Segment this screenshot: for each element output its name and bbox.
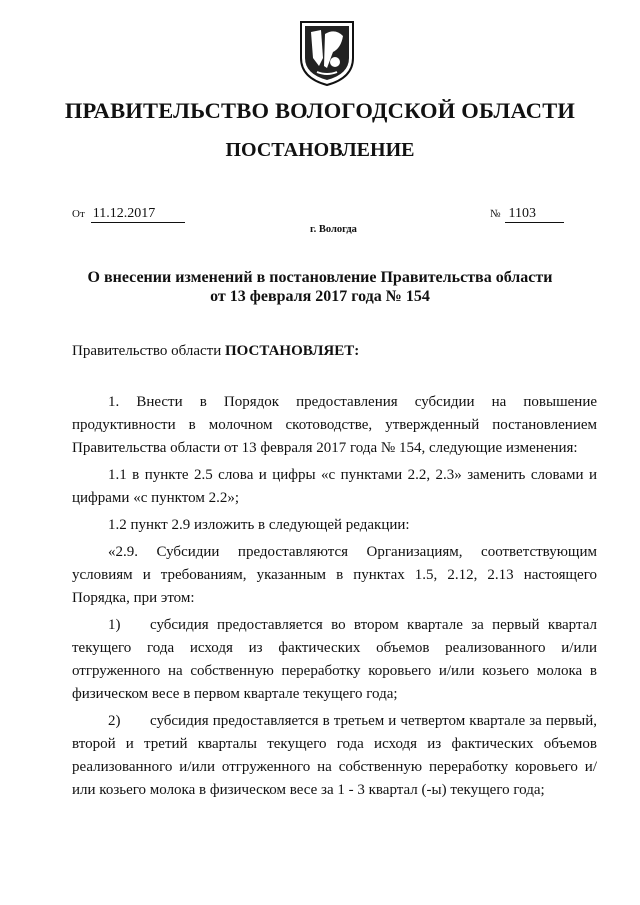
preamble-resolves: ПОСТАНОВЛЯЕТ: (224, 343, 360, 359)
list-item-1 (72, 614, 597, 706)
list-item-2-text: субсидия предоставляется в третьем и четвертом квартале за первый, второй и третий кварталы текущего года исходя из фактических объемов реализованного и/или отгруженного на собственную переработку коровьего и/или козьего молока в физическом весе за 1 - 3 квартал (-ы) текущего года; (72, 713, 597, 798)
preamble-prefix: Правительство области (72, 343, 222, 359)
date-value: 11.12.2017 (91, 206, 185, 223)
list-item-2-number: 2) (108, 713, 121, 729)
paragraph-1-1: 1.1 в пункте 2.5 слова и цифры «с пунктами 2.2, 2.3» заменить словами и цифрами «с пунктом 2.2»; (72, 467, 597, 506)
list-item-1-text: субсидия предоставляется во втором квартале за первый квартал текущего года исходя из фактических объемов реализованного и/или отгруженного на собственную переработку коровьего и/или козьего молока в физическом весе в первом квартале текущего года; (72, 617, 597, 702)
document-type: ПОСТАНОВЛЕНИЕ (225, 139, 415, 161)
paragraph-1: 1. Внести в Порядок предоставления субсидии на повышение продуктивности в молочном скотоводстве, утвержденный постановлением Правительства области от 13 февраля 2017 года № 154, следующие изменения: (72, 394, 597, 456)
preamble (72, 340, 597, 363)
number-field (490, 205, 564, 223)
date-field (72, 205, 185, 223)
paragraph-2-9: «2.9. Субсидии предоставляются Организациям, соответствующим условиям и требованиям, указанным в пунктах 1.5, 2.12, 2.13 настоящего Порядка, при этом: (72, 544, 597, 606)
government-title: ПРАВИТЕЛЬСТВО ВОЛОГОДСКОЙ ОБЛАСТИ (64, 98, 576, 123)
list-item-2 (72, 710, 597, 802)
list-item-1-number: 1) (108, 617, 121, 633)
number-label: № (490, 208, 501, 220)
subject-line-2: от 13 февраля 2017 года № 154 (210, 288, 430, 305)
city-name: г. Вологда (310, 224, 357, 235)
date-label: От (72, 208, 85, 220)
subject-line-1: О внесении изменений в постановление Правительства области (87, 269, 553, 286)
paragraph-1-2: 1.2 пункт 2.9 изложить в следующей редакции: (108, 517, 410, 533)
coat-of-arms-icon (297, 18, 357, 88)
document-subject (70, 268, 570, 306)
number-value: 1103 (505, 206, 564, 223)
document-body (72, 340, 597, 802)
